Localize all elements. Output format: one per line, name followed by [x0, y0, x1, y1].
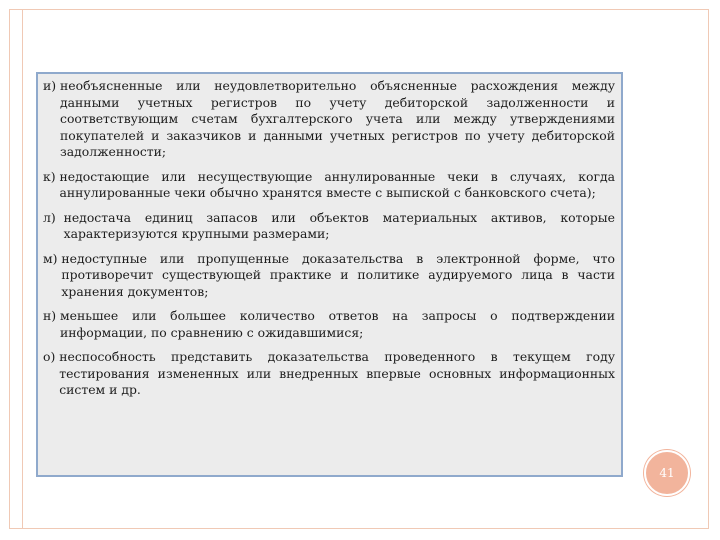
item-text: необъясненные или неудовлетворительно объясненные расхождения между данными учетных регистров по учету дебиторской задолженности и соответствующим счетам бухгалтерского учета или между утверждениями покупателей и заказчиков и данными учетных регистров по учету дебиторской задолженности; — [60, 78, 615, 159]
decorative-left-rule — [22, 9, 23, 529]
list-item-i — [43, 78, 615, 161]
list-item-n — [43, 308, 615, 341]
item-marker: н) — [43, 308, 61, 323]
content-text-box — [36, 72, 623, 477]
item-text: меньшее или большее количество ответов на запросы о подтверждении информации, по сравнению с ожидавшимися; — [60, 308, 615, 340]
page-number-badge: 41 — [644, 450, 690, 496]
list-item-l — [43, 210, 615, 243]
item-text: неспособность представить доказательства проведенного в текущем году тестирования измененных или внедренных впервые основных информационных систем и др. — [59, 349, 615, 397]
list-item-k — [43, 169, 615, 202]
item-text: недоступные или пропущенные доказательства в электронной форме, что противоречит существующей практике и политике аудируемого лица в части хранения документов; — [61, 250, 615, 299]
item-marker: к) — [43, 168, 60, 184]
item-text: недостача единиц запасов или объектов материальных активов, которые характеризуются крупными размерами; — [63, 209, 615, 241]
item-list — [43, 78, 615, 407]
item-marker: о) — [43, 349, 60, 364]
item-marker: л) — [43, 209, 64, 225]
item-marker: м) — [43, 250, 62, 266]
list-item-o — [43, 349, 615, 399]
item-marker: и) — [43, 78, 61, 93]
item-text: недостающие или несуществующие аннулированные чеки в случаях, когда аннулированные чеки обычно хранятся вместе с выпиской с банковского счета); — [59, 168, 615, 200]
list-item-m — [43, 251, 615, 301]
